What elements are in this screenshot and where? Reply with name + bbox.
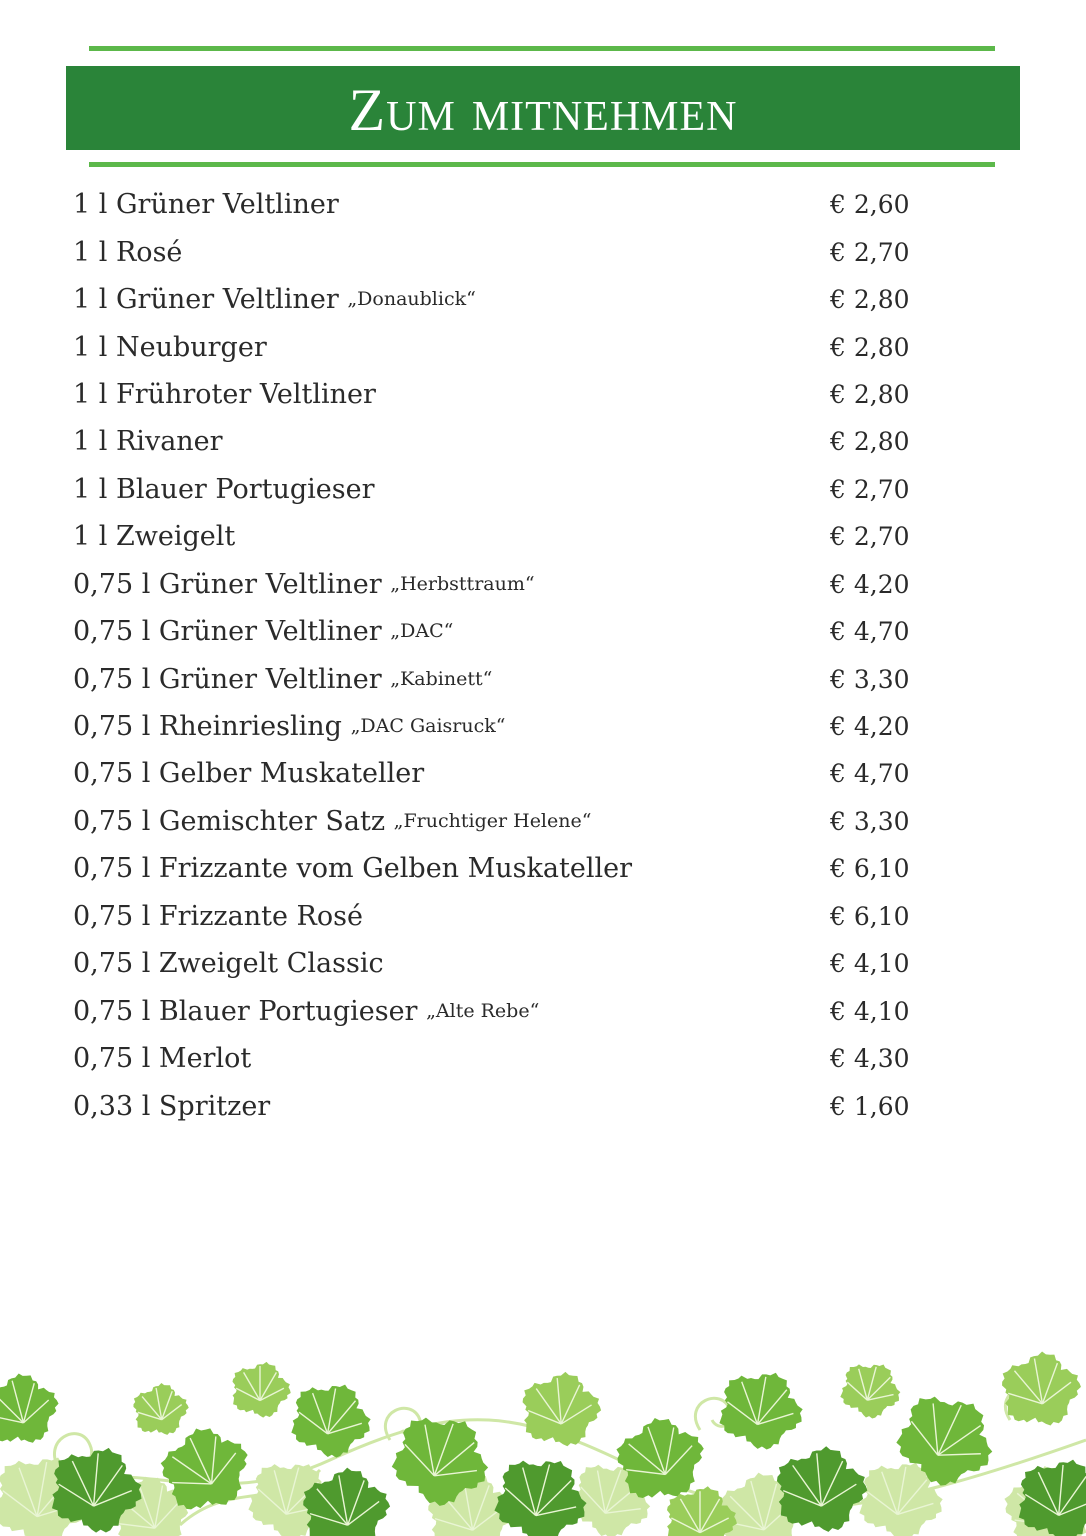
menu-item (73, 181, 913, 228)
vine-leaf-icon (130, 1379, 193, 1440)
item-name: 1 l Grüner Veltliner (73, 284, 339, 316)
item-name: 1 l Rosé (73, 236, 183, 268)
item-name: 0,75 l Gemischter Satz (73, 805, 386, 837)
item-note: „Fruchtiger Helene“ (393, 809, 592, 832)
item-name: 1 l Zweigelt (73, 521, 236, 553)
item-price: € 2,70 (830, 522, 910, 552)
menu-item (73, 940, 913, 987)
item-name: 0,75 l Grüner Veltliner (73, 616, 382, 648)
header-bottom-rule (89, 162, 995, 167)
item-name: 1 l Rivaner (73, 426, 223, 458)
item-name: 0,75 l Merlot (73, 1043, 252, 1075)
menu-item (73, 323, 913, 370)
item-name: 1 l Grüner Veltliner (73, 189, 339, 221)
item-price: € 2,70 (830, 474, 910, 504)
page-title: Zum mitnehmen (348, 77, 738, 143)
menu-item (73, 228, 913, 275)
item-name: 1 l Neuburger (73, 331, 267, 363)
item-price: € 6,10 (830, 901, 910, 931)
menu-item (73, 1082, 913, 1129)
item-name: 0,75 l Grüner Veltliner (73, 663, 382, 695)
item-price: € 2,80 (830, 427, 910, 457)
item-price: € 4,70 (830, 759, 910, 789)
item-price: € 1,60 (830, 1091, 910, 1121)
item-name: 0,75 l Frizzante Rosé (73, 900, 363, 932)
item-note: „Herbsttraum“ (390, 572, 535, 595)
menu-item (73, 893, 913, 940)
item-price: € 2,60 (830, 190, 910, 220)
menu-item (73, 750, 913, 797)
item-price: € 4,10 (830, 996, 910, 1026)
item-price: € 3,30 (830, 664, 910, 694)
vine-leaf-icon (836, 1356, 907, 1425)
item-price: € 2,70 (830, 237, 910, 267)
vine-leaf-icon (1016, 1455, 1086, 1536)
vine-leaf-icon (0, 1366, 67, 1453)
item-note: „Alte Rebe“ (426, 999, 540, 1022)
menu-item (73, 655, 913, 702)
vine-leaf-icon (520, 1369, 604, 1450)
item-price: € 3,30 (830, 806, 910, 836)
item-name: 1 l Frühroter Veltliner (73, 378, 376, 410)
item-note: „Donaublick“ (347, 288, 476, 311)
menu-item (73, 987, 913, 1034)
item-price: € 4,20 (830, 569, 910, 599)
item-name: 0,75 l Grüner Veltliner (73, 568, 382, 600)
item-price: € 4,20 (830, 712, 910, 742)
item-name: 0,75 l Gelber Muskateller (73, 758, 425, 790)
menu-item (73, 276, 913, 323)
vine-leaf-icon (997, 1350, 1086, 1433)
item-price: € 2,80 (830, 285, 910, 315)
menu-item (73, 418, 913, 465)
item-price: € 4,70 (830, 617, 910, 647)
menu-item (73, 608, 913, 655)
item-price: € 2,80 (830, 379, 910, 409)
item-name: 0,75 l Blauer Portugieser (73, 995, 418, 1027)
vine-leaf-icon (288, 1377, 377, 1464)
menu-item (73, 845, 913, 892)
item-name: 0,33 l Spritzer (73, 1090, 271, 1122)
grapevine-leaves-icon (0, 1350, 1086, 1536)
item-price: € 4,10 (830, 949, 910, 979)
item-name: 1 l Blauer Portugieser (73, 473, 375, 505)
menu-item (73, 1035, 913, 1082)
menu-item (73, 561, 913, 608)
item-note: „DAC“ (390, 620, 454, 643)
item-note: „DAC Gaisruck“ (350, 715, 506, 738)
menu-item (73, 703, 913, 750)
menu-item (73, 798, 913, 845)
header-top-rule (89, 46, 995, 51)
vine-leaf-icon (233, 1362, 291, 1418)
item-price: € 2,80 (830, 332, 910, 362)
item-name: 0,75 l Zweigelt Classic (73, 948, 384, 980)
menu-item (73, 513, 913, 560)
menu-item (73, 371, 913, 418)
title-band (66, 66, 1020, 150)
item-name: 0,75 l Frizzante vom Gelben Muskateller (73, 853, 632, 885)
item-note: „Kabinett“ (390, 667, 493, 690)
menu-list (73, 181, 913, 1130)
item-name: 0,75 l Rheinriesling (73, 711, 342, 743)
vine-leaf-icon (715, 1365, 809, 1456)
menu-item (73, 466, 913, 513)
item-price: € 4,30 (830, 1044, 910, 1074)
item-price: € 6,10 (830, 854, 910, 884)
